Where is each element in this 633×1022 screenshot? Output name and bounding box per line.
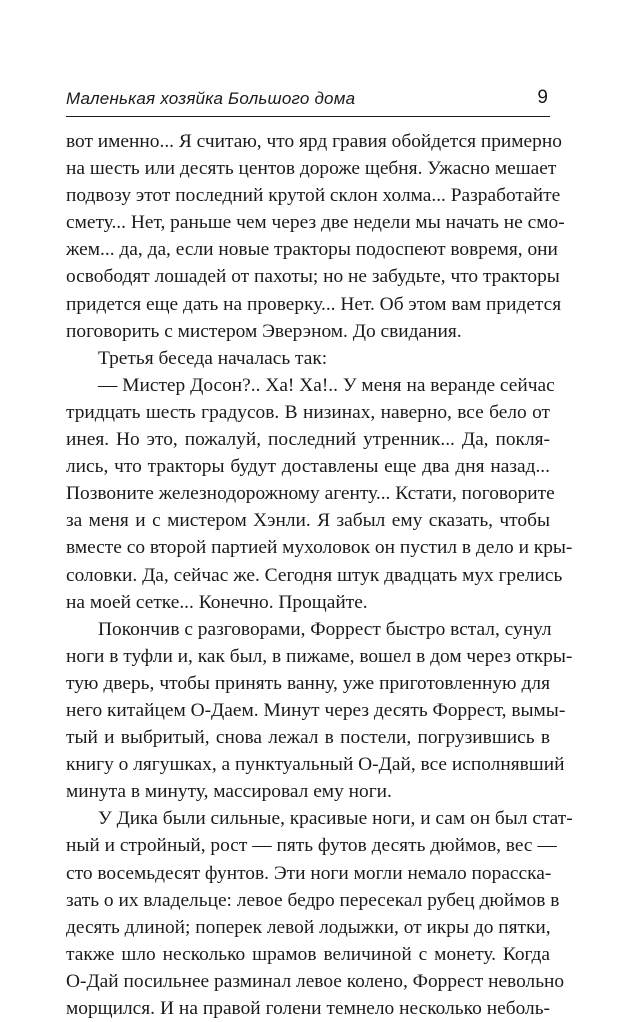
text-line: тридцать шесть градусов. В низинах, наверно, все бело от bbox=[66, 401, 550, 423]
header-rule bbox=[66, 116, 550, 117]
text-line: вместе со второй партией мухоловок он пустил в дело и кры- bbox=[66, 537, 573, 559]
text-line: жем... да, да, если новые тракторы подоспеют вовремя, они bbox=[66, 239, 558, 261]
text-line: зать о их владельце: левое бедро пересекал рубец дюймов в bbox=[66, 889, 560, 911]
text-line: поговорить с мистером Эверэном. До свидания. bbox=[66, 320, 462, 342]
text-line: вот именно... Я считаю, что ярд гравия обойдется примерно bbox=[66, 131, 562, 152]
page-number: 9 bbox=[537, 87, 548, 108]
text-line: также шло несколько шрамов величиной с монету. Когда bbox=[66, 943, 550, 965]
text-line: лись, что тракторы будут доставлены еще два дня назад... bbox=[66, 456, 550, 478]
text-line: книгу о лягушках, а пунктуальный О-Дай, все исполнявший bbox=[66, 754, 565, 776]
paragraph-first-line: Третья беседа началась так: bbox=[98, 347, 328, 369]
text-line: сто восемьдесят фунтов. Эти ноги могли немало порасска- bbox=[66, 862, 552, 884]
text-line: него китайцем О-Даем. Минут через десять Форрест, вымы- bbox=[66, 699, 566, 721]
text-line: соловки. Да, сейчас же. Сегодня штук двадцать мух грелись bbox=[66, 564, 563, 586]
text-line: придется еще дать на проверку... Нет. Об этом вам придется bbox=[66, 293, 562, 315]
paragraph-first-line: — Мистер Досон?.. Ха! Ха!.. У меня на веранде сейчас bbox=[98, 374, 555, 396]
text-line: минута в минуту, массировал ему ноги. bbox=[66, 781, 392, 803]
text-line: ный и стройный, рост — пять футов десять дюймов, вес — bbox=[66, 835, 557, 857]
text-line: Позвоните железнодорожному агенту... Кстати, поговорите bbox=[66, 483, 555, 505]
text-line: О-Дай посильнее разминал левое колено, Форрест невольно bbox=[66, 970, 565, 992]
paragraph-first-line: У Дика были сильные, красивые ноги, и сам он был стат- bbox=[98, 808, 573, 830]
text-line: тый и выбритый, снова лежал в постели, погрузившись в bbox=[66, 727, 550, 749]
text-line: подвозу этот последний крутой склон холма... Разработайте bbox=[66, 185, 561, 207]
text-line: на моей сетке... Конечно. Прощайте. bbox=[66, 591, 368, 613]
running-header bbox=[66, 87, 550, 113]
text-line: за меня и с мистером Хэнли. Я забыл ему сказать, чтобы bbox=[66, 510, 550, 532]
text-line: на шесть или десять центов дороже щебня. Ужасно мешает bbox=[66, 158, 557, 180]
text-line: инея. Но это, пожалуй, последний утренник... Да, покля- bbox=[66, 429, 550, 451]
paragraph-first-line: Покончив с разговорами, Форрест быстро встал, сунул bbox=[98, 618, 552, 640]
text-line: ноги в туфли и, как был, в пижаме, вошел в дом через откры- bbox=[66, 645, 573, 667]
text-line: десять длиной; поперек левой лодыжки, от икры до пятки, bbox=[66, 916, 551, 938]
body-text bbox=[66, 128, 573, 1022]
text-line: освободят лошадей от пахоты; но не забудьте, что тракторы bbox=[66, 266, 560, 288]
text-line: тую дверь, чтобы принять ванну, уже приготовленную для bbox=[66, 672, 550, 694]
book-title: Маленькая хозяйка Большого дома bbox=[66, 89, 356, 108]
text-line: морщился. И на правой голени темнело несколько неболь- bbox=[66, 998, 550, 1019]
text-line: смету... Нет, раньше чем через две недели мы начать не смо- bbox=[66, 212, 565, 234]
